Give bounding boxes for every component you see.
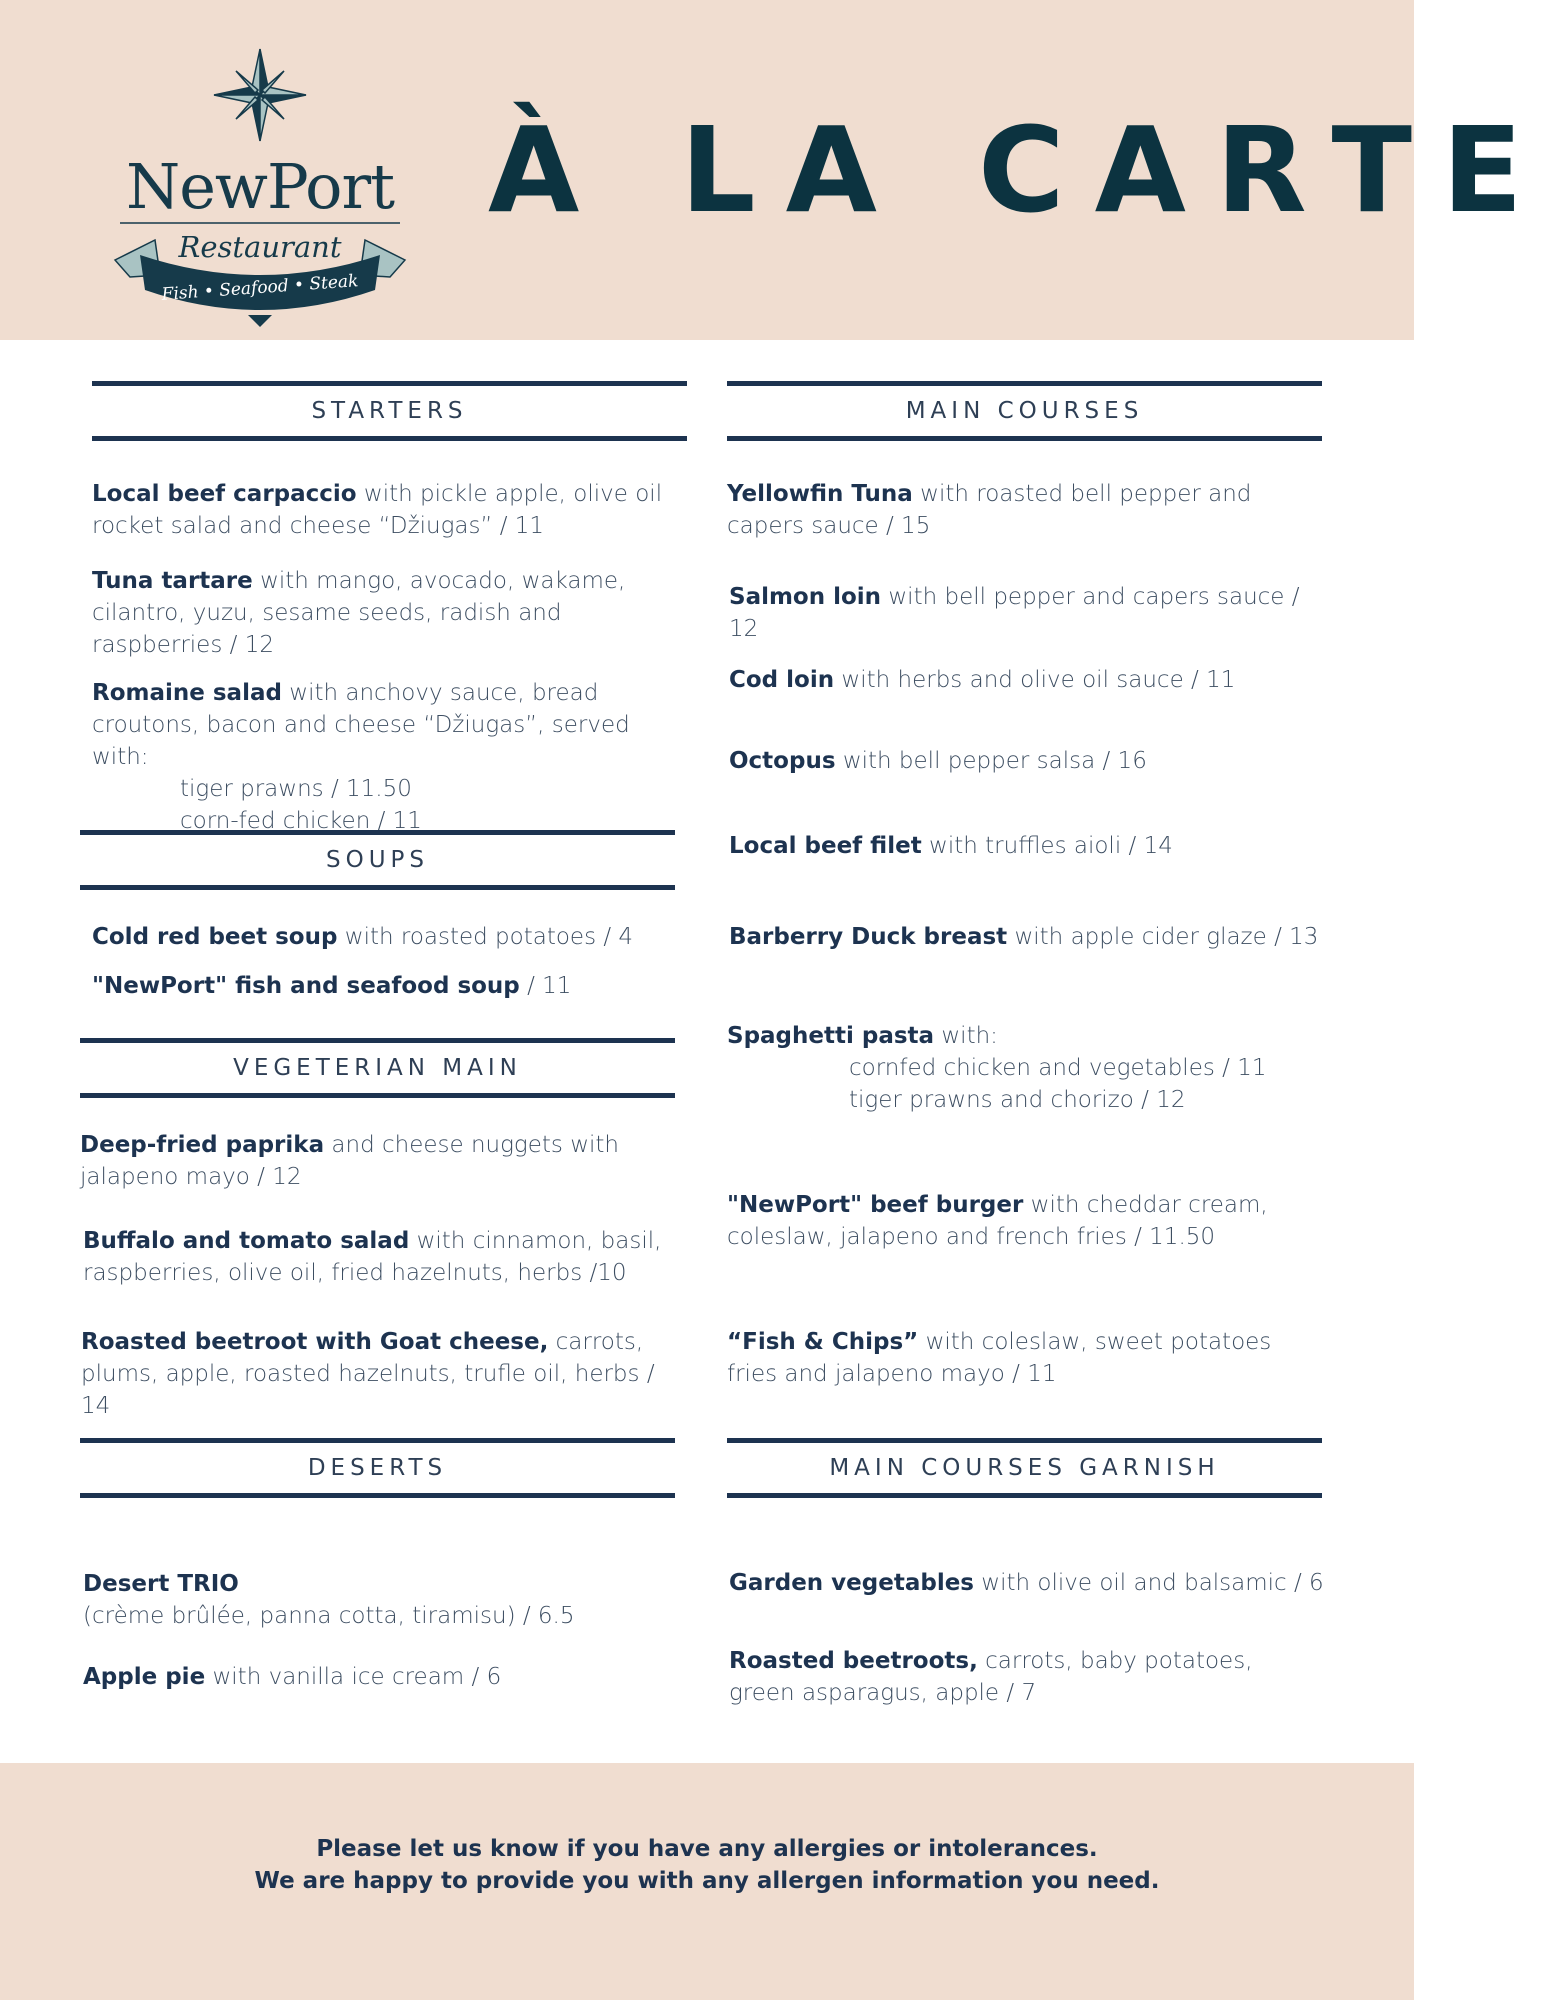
dish-name: Roasted beetroots, <box>729 1648 978 1674</box>
menu-item <box>729 830 1329 862</box>
dish-name: Buffalo and tomato salad <box>83 1228 410 1254</box>
dish-description: with bell pepper and capers sauce / 12 <box>729 584 1300 642</box>
dish-name: Local beef filet <box>729 833 922 859</box>
dish-name: Octopus <box>729 748 836 774</box>
dish-option: tiger prawns and chorizo / 12 <box>849 1087 1186 1113</box>
dish-name: Barberry Duck breast <box>729 924 1008 950</box>
menu-item <box>727 1326 1307 1390</box>
dish-description: with pickle apple, olive oil rocket salad and cheese “Džiugas” / 11 <box>92 481 663 539</box>
logo-tagline: Fish • Seafood • Steak <box>161 271 359 305</box>
dish-option: tiger prawns / 11.50 <box>180 776 412 802</box>
dish-description: (crème brûlée, panna cotta, tiramisu) / 6.5 <box>83 1603 575 1629</box>
section-title-vegetarian: VEGETERIAN MAIN <box>80 1038 675 1098</box>
menu-item <box>92 478 687 542</box>
dish-name: Local beef carpaccio <box>92 481 357 507</box>
dish-name: Yellowfin Tuna <box>727 481 913 507</box>
menu-item <box>92 970 687 1002</box>
dish-description: with roasted bell pepper and capers sauce / 15 <box>727 481 1252 539</box>
menu-item <box>729 581 1329 645</box>
menu-item <box>727 1189 1287 1253</box>
allergy-notice <box>0 1833 1414 1897</box>
dish-description: with roasted potatoes / 4 <box>337 924 634 950</box>
dish-description: with herbs and olive oil sauce / 11 <box>834 667 1236 693</box>
dish-name: Romaine salad <box>92 680 282 706</box>
menu-item <box>80 1129 620 1193</box>
menu-item <box>729 745 1329 777</box>
section-title-main-courses: MAIN COURSES <box>727 381 1322 441</box>
restaurant-logo <box>100 45 420 335</box>
dish-name: Roasted beetroot with Goat cheese, <box>81 1329 549 1355</box>
dish-name: Deep-fried paprika <box>80 1132 325 1158</box>
menu-item <box>83 1225 663 1289</box>
section-title-deserts: DESERTS <box>80 1438 675 1498</box>
dish-name: "NewPort" fish and seafood soup <box>92 973 520 999</box>
menu-item <box>92 565 632 661</box>
dish-name: Spaghetti pasta <box>727 1023 935 1049</box>
dish-name: Desert TRIO <box>83 1571 239 1597</box>
menu-item <box>83 1661 678 1693</box>
menu-item <box>83 1568 678 1632</box>
menu-item <box>727 1020 1327 1116</box>
dish-description: / 11 <box>519 973 572 999</box>
dish-description: with olive oil and balsamic / 6 <box>974 1570 1324 1596</box>
menu-item <box>92 677 692 837</box>
dish-description: carrots, plums, apple, roasted hazelnuts, trufle oil, herbs / 14 <box>81 1329 655 1419</box>
menu-item <box>81 1326 681 1422</box>
header-banner <box>0 0 1553 340</box>
logo-subtitle: Restaurant <box>178 230 342 264</box>
section-title-garnish: MAIN COURSES GARNISH <box>727 1438 1322 1498</box>
menu-item <box>729 1645 1309 1709</box>
dish-description: and cheese nuggets with jalapeno mayo / 12 <box>80 1132 619 1190</box>
dish-name: “Fish & Chips” <box>727 1329 919 1355</box>
page-title: À LA CARTE <box>488 101 1553 239</box>
dish-name: Tuna tartare <box>92 568 253 594</box>
dish-description: with cheddar cream, coleslaw, jalapeno and french fries / 11.50 <box>727 1192 1268 1250</box>
logo-name: NewPort <box>125 150 395 223</box>
dish-option: cornfed chicken and vegetables / 11 <box>849 1055 1267 1081</box>
dish-description: with anchovy sauce, bread croutons, bacon and cheese “Džiugas”, served with: <box>92 680 630 770</box>
dish-description: with bell pepper salsa / 16 <box>835 748 1147 774</box>
section-title-soups: SOUPS <box>80 830 675 890</box>
dish-name: "NewPort" beef burger <box>727 1192 1024 1218</box>
dish-option: corn-fed chicken / 11 <box>180 808 422 834</box>
menu-item <box>729 921 1329 953</box>
dish-name: Cod loin <box>729 667 835 693</box>
dish-name: Salmon loin <box>729 584 882 610</box>
allergy-notice-line-1: Please let us know if you have any allergies or intolerances. <box>316 1836 1098 1862</box>
dish-name: Apple pie <box>83 1664 206 1690</box>
menu-item <box>729 1567 1329 1599</box>
allergy-notice-line-2: We are happy to provide you with any allergen information you need. <box>254 1868 1160 1894</box>
dish-name: Cold red beet soup <box>92 924 338 950</box>
dish-description: with coleslaw, sweet potatoes fries and jalapeno mayo / 11 <box>727 1329 1272 1387</box>
dish-description: with truffles aioli / 14 <box>921 833 1173 859</box>
menu-item <box>92 921 687 953</box>
dish-description: with apple cider glaze / 13 <box>1007 924 1319 950</box>
section-title-starters: STARTERS <box>92 381 687 441</box>
dish-description: with mango, avocado, wakame, cilantro, yuzu, sesame seeds, radish and raspberries / 12 <box>92 568 626 658</box>
dish-description: with: <box>934 1023 998 1049</box>
dish-name: Garden vegetables <box>729 1570 974 1596</box>
dish-description: with cinnamon, basil, raspberries, olive oil, fried hazelnuts, herbs /10 <box>83 1228 662 1286</box>
menu-item <box>727 478 1327 542</box>
dish-description: carrots, baby potatoes, green asparagus, apple / 7 <box>729 1648 1253 1706</box>
menu-item <box>729 664 1329 696</box>
footer-banner <box>0 1763 1414 2000</box>
dish-description: with vanilla ice cream / 6 <box>205 1664 502 1690</box>
